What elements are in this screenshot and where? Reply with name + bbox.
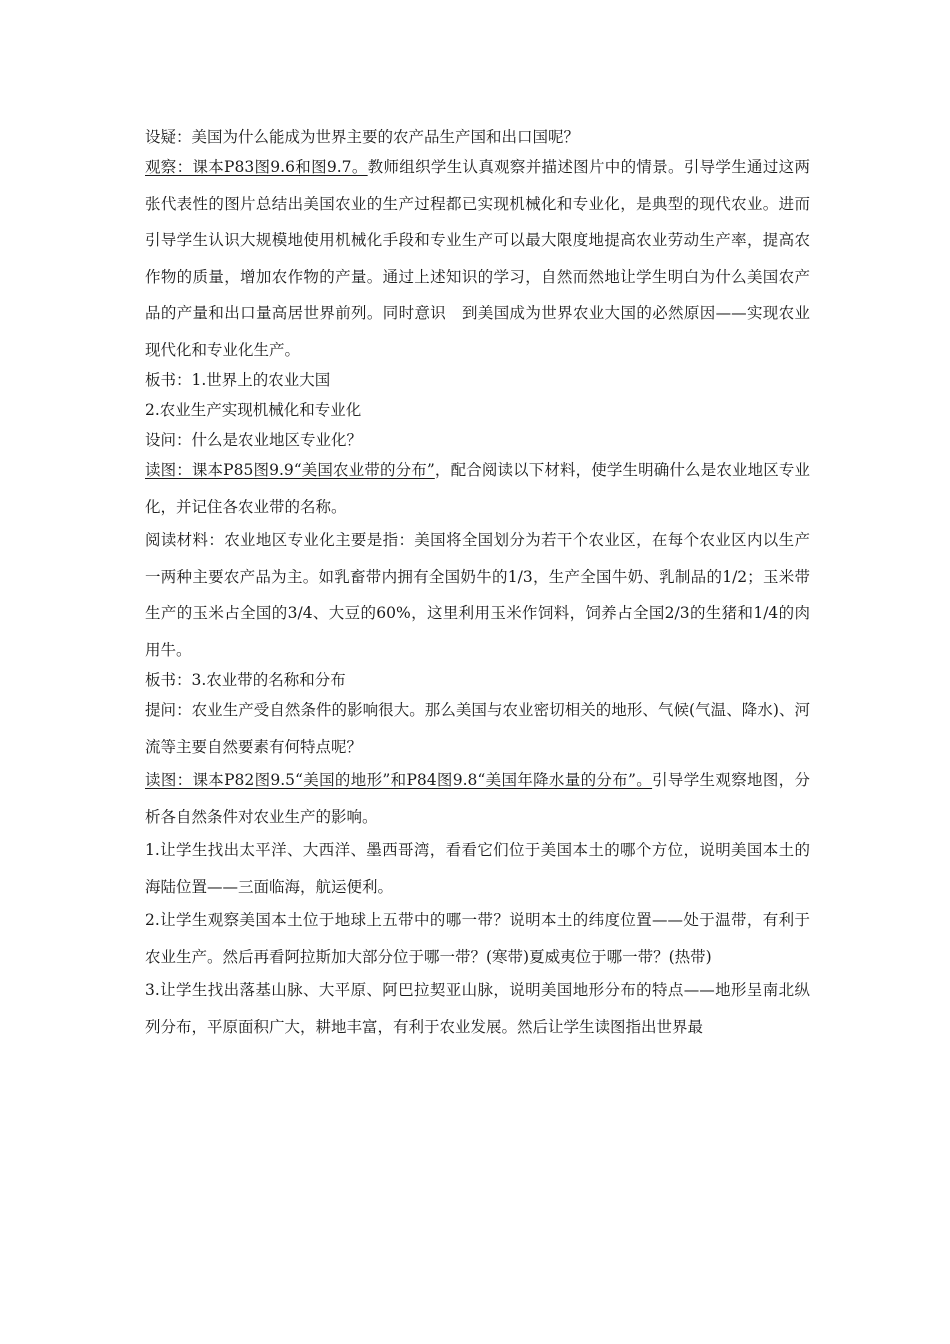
paragraph-text: ，配合阅读以下材料，使学生明确什么是农业地区专业化，并记住各农业带的名称。	[145, 461, 810, 516]
paragraph-text: 提问：农业生产受自然条件的影响很大。那么美国与农业密切相关的地形、气候(气温、降水)、河流等主要自然要素有何特点呢？	[145, 701, 810, 756]
paragraph-question-3	[145, 692, 810, 765]
paragraph-text: 阅读材料：农业地区专业化主要是指：美国将全国划分为若干个农业区，在每个农业区内以生产一两种主要农产品为主。如乳畜带内拥有全国奶牛的1/3，生产全国牛奶、乳制品的1/2；玉米带生产的玉米占全国的3/4、大豆的60%，这里利用玉米作饲料，饲养占全国2/3的生猪和1/4的肉用牛。	[145, 531, 810, 659]
paragraph-step-2	[145, 902, 810, 975]
paragraph-text: 2.让学生观察美国本土位于地球上五带中的哪一带？说明本土的纬度位置——处于温带，有利于农业生产。然后再看阿拉斯加大部分位于哪一带？(寒带)夏威夷位于哪一带？(热带)	[145, 911, 810, 966]
underlined-reference: 观察：课本P83图9.6和图9.7。	[145, 158, 368, 176]
paragraph-board-3	[145, 665, 810, 695]
paragraph-text: 教师组织学生认真观察并描述图片中的情景。引导学生通过这两张代表性的图片总结出美国农业的生产过程都已实现机械化和专业化，是典型的现代农业。进而引导学生认识大规模地使用机械化手段和专业生产可以最大限度地提高农业劳动生产率，提高农作物的质量，增加农作物的产量。通过上述知识的学习，自然而然地让学生明白为什么美国农产品的产量和出口量高居世界前列。同时意识 到美国成为世界农业大国的必然原因——实现农业现代化和专业化生产。	[145, 158, 810, 359]
paragraph-text: 3.让学生找出落基山脉、大平原、阿巴拉契亚山脉，说明美国地形分布的特点——地形呈南北纵列分布，平原面积广大，耕地丰富，有利于农业发展。然后让学生读图指出世界最	[145, 981, 810, 1036]
underlined-reference: 读图：课本P85图9.9“美国农业带的分布”	[145, 461, 435, 479]
paragraph-text: 设问：什么是农业地区专业化？	[145, 431, 363, 449]
paragraph-read-map-1	[145, 452, 810, 525]
paragraph-reading-material	[145, 522, 810, 668]
paragraph-text: 引导学生观察地图，分析各自然条件对农业生产的影响。	[145, 771, 810, 826]
paragraph-board-2	[145, 395, 810, 425]
underlined-reference: 读图：课本P82图9.5“美国的地形”和P84图9.8“美国年降水量的分布”。	[145, 771, 653, 789]
paragraph-step-1	[145, 832, 810, 905]
paragraph-observe	[145, 149, 810, 368]
document-body	[145, 122, 810, 1042]
paragraph-text: 板书：1.世界上的农业大国	[145, 371, 331, 389]
paragraph-read-map-2	[145, 762, 810, 835]
paragraph-text: 2.农业生产实现机械化和专业化	[145, 401, 362, 419]
paragraph-text: 设疑：美国为什么能成为世界主要的农产品生产国和出口国呢？	[145, 128, 580, 146]
paragraph-question-2	[145, 425, 810, 455]
paragraph-text: 1.让学生找出太平洋、大西洋、墨西哥湾，看看它们位于美国本土的哪个方位，说明美国本土的海陆位置——三面临海，航运便利。	[145, 841, 810, 896]
paragraph-board-1	[145, 365, 810, 395]
paragraph-question-1	[145, 122, 810, 152]
paragraph-step-3	[145, 972, 810, 1045]
paragraph-text: 板书：3.农业带的名称和分布	[145, 671, 346, 689]
